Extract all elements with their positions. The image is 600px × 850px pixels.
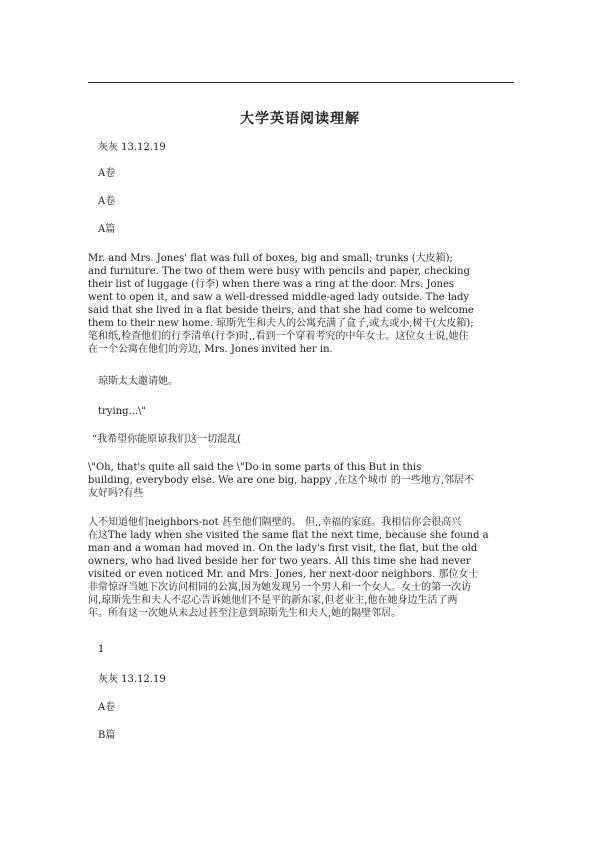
date-line: 灰灰 13.12.19 [98, 142, 166, 153]
page-number: 1 [98, 644, 105, 655]
trying-line: trying...\" [98, 406, 146, 417]
text-line: went to open it, and saw a well-dressed middle-aged lady outside. The lady [88, 292, 470, 303]
text-line: them to their new home. 琼斯先生和夫人的公寓充满了盒子,或大或小,树干(大皮箱); [88, 318, 474, 329]
paragraph-three [88, 516, 514, 620]
text-line: 笔和纸,检查他们的行李清单(行李)时,,看到一个穿着考究的中年女士。这位女士说,她住 [88, 331, 469, 342]
text-line: 友好吗?有些 [88, 488, 144, 499]
text-line: their list of luggage (行李) when there was a ring at the door. Mrs. Jones [88, 279, 455, 290]
footer-date-line: 灰灰 13.12.19 [98, 674, 166, 685]
text-line: and furniture. The two of them were busy with pencils and paper, checking [88, 266, 470, 277]
invited-line: 琼斯太太邀请她。 [98, 376, 178, 387]
text-line: man and a woman had moved in. On the lady's first visit, the flat, but the old [88, 543, 478, 554]
paragraph-two [88, 461, 514, 500]
paragraph-one [88, 252, 514, 356]
volume-label-repeat: A卷 [98, 196, 116, 207]
text-line: visited or even noticed Mr. and Mrs. Jones, her next-door neighbors. 那位女士 [88, 569, 479, 580]
footer-volume-label: A卷 [98, 702, 116, 713]
quote-line: “我希望你能原谅我们这一切混乱( [92, 434, 242, 445]
text-line: \"Oh, that's quite all said the \"Do in some parts of this But in this [88, 462, 422, 473]
text-line: 在这The lady when she visited the same flat the next time, because she found a [88, 530, 489, 541]
text-line: 非常惊讶当她下次访问相同的公寓,因为她发现另一个男人和一个女人。女士的第一次访 [88, 582, 472, 593]
text-line: Mr. and Mrs. Jones' flat was full of boxes, big and small; trunks (大皮箱); [88, 253, 453, 264]
text-line: 问,琼斯先生和夫人不忍心告诉她他们不是平的新东家,但老业主,他在她身边生活了两 [88, 595, 458, 606]
section-label: A篇 [98, 224, 116, 235]
text-line: 年。所有这一次她从未去过甚至注意到琼斯先生和夫人,她的隔壁邻居。 [88, 608, 402, 619]
volume-label: A卷 [98, 168, 116, 179]
text-line: owners, who had lived beside her for two years. All this time she had never [88, 556, 471, 567]
footer-section-label: B篇 [98, 730, 116, 741]
page-title: 大学英语阅读理解 [240, 111, 360, 127]
text-line: building, everybody else. We are one big, happy ,在这个城市 的一些地方,邻居不 [88, 475, 475, 486]
text-line: 在一个公寓在他们的旁边, Mrs. Jones invited her in. [88, 344, 333, 355]
text-line: said that she lived in a flat beside theirs, and that she had come to welcome [88, 305, 474, 316]
text-line: 人不知道他们neighbors-not 甚至他们隔壁的。 但,,幸福的家庭。我相信你会很高兴 [88, 517, 462, 528]
header-divider [88, 82, 514, 83]
